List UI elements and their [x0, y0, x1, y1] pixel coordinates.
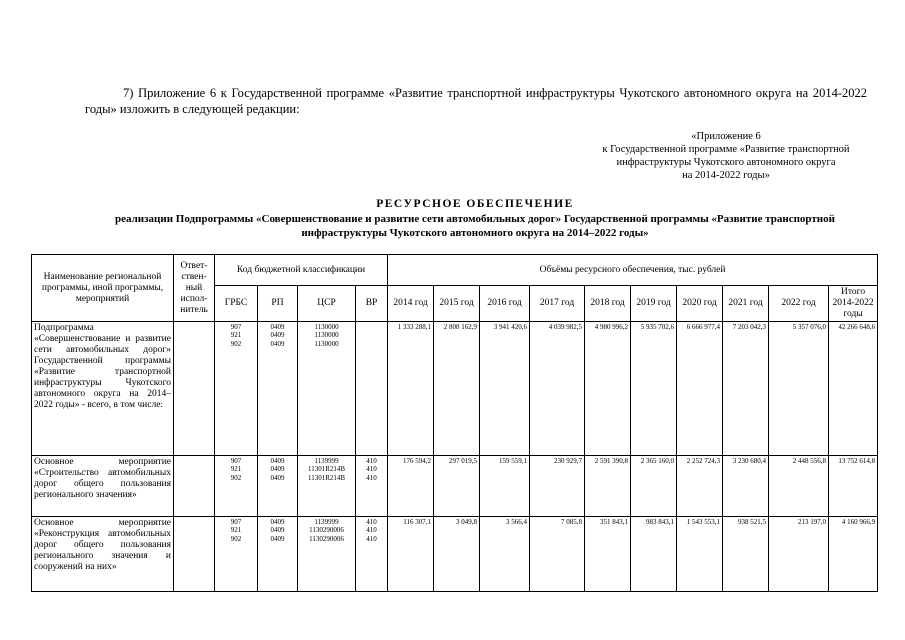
row-rp-cell	[258, 456, 298, 517]
table-body	[32, 322, 878, 592]
row-year-value: 983 843,1	[631, 517, 677, 592]
row-year-value: 116 307,1	[388, 517, 434, 592]
row-grbs: 907	[230, 323, 242, 331]
resource-table	[31, 254, 878, 592]
row-grbs: 907	[230, 518, 242, 526]
row-vr-cell	[356, 322, 388, 456]
header-vr: ВР	[356, 286, 388, 322]
row-rp-cell	[258, 322, 298, 456]
row-csr: 1130290006	[309, 534, 344, 543]
row-year-value: 2 365 160,0	[631, 456, 677, 517]
row-vr-cell	[356, 517, 388, 592]
row-vr: 410	[366, 526, 377, 535]
annex-line-2: к Государственной программе «Развитие транспортной	[602, 144, 850, 155]
row-rp: 0409	[270, 473, 285, 482]
row-grbs: 921	[230, 465, 242, 474]
row-rp: 0409	[270, 339, 285, 348]
annex-line-3: инфраструктуры Чукотского автономного округа	[616, 157, 836, 168]
row-year-value: 4 980 996,2	[585, 322, 631, 456]
table-row	[32, 456, 878, 517]
annex-line-4: на 2014-2022 годы»	[682, 170, 770, 181]
row-year-value: 938 521,5	[723, 517, 769, 592]
header-year: 2017 год	[530, 286, 585, 322]
row-year-value: 213 197,0	[769, 517, 829, 592]
row-year-value: 5 935 702,6	[631, 322, 677, 456]
header-name: Наименование региональной программы, иной программы, мероприятий	[32, 255, 174, 322]
row-name: Основное мероприятие «Реконструкция автомобильных дорог общего пользования регионального значения и сооружений на них»	[32, 517, 174, 592]
row-year-value: 2 808 162,9	[434, 322, 480, 456]
header-year: 2018 год	[585, 286, 631, 322]
row-year-value: 7 085,8	[530, 517, 585, 592]
row-year-value: 3 566,4	[480, 517, 530, 592]
row-csr: 1139999	[314, 457, 339, 465]
header-year: 2020 год	[677, 286, 723, 322]
row-year-value: 7 203 042,3	[723, 322, 769, 456]
row-year-value: 297 019,5	[434, 456, 480, 517]
header-year: 2015 год	[434, 286, 480, 322]
row-year-value: 3 230 680,4	[723, 456, 769, 517]
row-csr: 11301R214B	[307, 473, 346, 482]
row-csr: 1139999	[314, 518, 339, 526]
row-year-value: 2 591 390,8	[585, 456, 631, 517]
row-vr-cell	[356, 456, 388, 517]
row-rp: 0409	[270, 331, 285, 340]
row-csr-cell	[298, 322, 356, 456]
row-year-value: 6 666 977,4	[677, 322, 723, 456]
document-title: РЕСУРСНОЕ ОБЕСПЕЧЕНИЕ	[376, 198, 574, 210]
row-csr: 1130000	[314, 331, 339, 340]
table-row	[32, 517, 878, 592]
annex-line-1: «Приложение 6	[691, 131, 761, 142]
row-rp: 0409	[270, 465, 285, 474]
header-year: 2019 год	[631, 286, 677, 322]
header-year: 2021 год	[723, 286, 769, 322]
row-responsible	[174, 456, 215, 517]
header-responsible: Ответ-ствен-ный испол-нитель	[174, 255, 215, 322]
header-csr: ЦСР	[298, 286, 356, 322]
row-vr: 410	[366, 518, 377, 526]
header-rp: РП	[258, 286, 298, 322]
row-year-value: 5 357 076,0	[769, 322, 829, 456]
table-row	[32, 322, 878, 456]
row-year-value: 2 252 724,3	[677, 456, 723, 517]
row-year-value: 230 929,7	[530, 456, 585, 517]
row-year-value: 4 039 982,5	[530, 322, 585, 456]
row-csr-cell	[298, 456, 356, 517]
row-grbs-cell	[215, 517, 258, 592]
row-year-value: 1 543 553,1	[677, 517, 723, 592]
row-total: 13 752 614,8	[829, 456, 878, 517]
row-year-value: 3 941 420,6	[480, 322, 530, 456]
row-vr: 410	[366, 473, 377, 482]
row-year-value: 176 594,2	[388, 456, 434, 517]
row-rp: 0409	[270, 457, 285, 465]
row-vr: 410	[366, 457, 377, 465]
row-responsible	[174, 322, 215, 456]
row-grbs: 921	[230, 526, 242, 535]
row-year-value: 159 559,1	[480, 456, 530, 517]
row-csr: 1130290006	[309, 526, 344, 535]
row-grbs: 907	[230, 457, 242, 465]
header-grbs: ГРБС	[215, 286, 258, 322]
document-subtitle: реализации Подпрограммы «Совершенствование и развитие сети автомобильных дорог» Государственной программы «Развитие транспортной инфраструктуры Чукотского автономного округа на 2014–2022 годы»	[115, 213, 835, 239]
amendment-intro: 7) Приложение 6 к Государственной программе «Развитие транспортной инфраструктуры Чукотского автономного округа на 2014-2022 годы» изложить в следующей редакции:	[85, 86, 867, 116]
row-year-value: 3 049,8	[434, 517, 480, 592]
row-name: Основное мероприятие «Строительство автомобильных дорог общего пользования регионального значения»	[32, 456, 174, 517]
row-csr: 11301R214B	[307, 465, 346, 474]
row-csr: 1130000	[314, 339, 339, 348]
row-grbs: 902	[230, 534, 242, 543]
row-rp: 0409	[270, 526, 285, 535]
row-grbs-cell	[215, 322, 258, 456]
header-total: Итого 2014-2022 годы	[829, 286, 878, 322]
row-vr: 410	[366, 465, 377, 474]
header-volumes: Объёмы ресурсного обеспечения, тыс. рублей	[388, 255, 878, 286]
row-total: 4 160 966,9	[829, 517, 878, 592]
row-year-value: 351 843,1	[585, 517, 631, 592]
row-grbs: 902	[230, 473, 242, 482]
header-year: 2014 год	[388, 286, 434, 322]
row-rp: 0409	[270, 323, 285, 331]
row-rp-cell	[258, 517, 298, 592]
row-grbs: 902	[230, 339, 242, 348]
header-budget-code: Код бюджетной классификации	[215, 255, 388, 286]
header-year: 2016 год	[480, 286, 530, 322]
row-responsible	[174, 517, 215, 592]
row-name: Подпрограмма «Совершенствование и развитие сети автомобильных дорог» Государственной программы «Развитие транспортной инфраструктуры Чукотского автономного округа на 2014–2022 годы» - всего, в том числе:	[32, 322, 174, 456]
header-year: 2022 год	[769, 286, 829, 322]
row-csr-cell	[298, 517, 356, 592]
annex-reference	[530, 130, 905, 182]
row-csr: 1130000	[314, 323, 339, 331]
row-rp: 0409	[270, 534, 285, 543]
row-total: 42 266 648,6	[829, 322, 878, 456]
row-rp: 0409	[270, 518, 285, 526]
row-grbs: 921	[230, 331, 242, 340]
row-vr: 410	[366, 534, 377, 543]
row-year-value: 1 333 288,1	[388, 322, 434, 456]
row-grbs-cell	[215, 456, 258, 517]
row-year-value: 2 448 556,8	[769, 456, 829, 517]
